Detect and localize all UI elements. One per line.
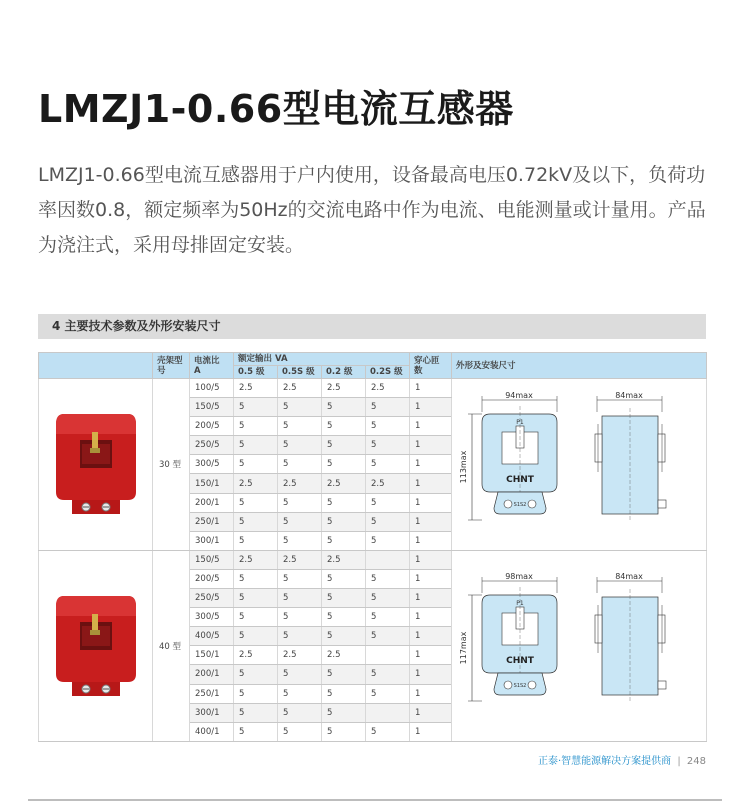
- class-0-5-cell: 5: [234, 722, 278, 741]
- turns-cell: 1: [410, 608, 452, 627]
- class-0-2s-cell: 2.5: [366, 474, 410, 493]
- class-0-5s-cell: 5: [278, 512, 322, 531]
- ratio-cell: 150/5: [190, 398, 234, 417]
- class-0-5s-cell: 5: [278, 722, 322, 741]
- class-0-5-cell: 5: [234, 569, 278, 588]
- class-0-2-cell: 5: [322, 531, 366, 550]
- class-0-5-cell: 5: [234, 398, 278, 417]
- ratio-cell: 100/5: [190, 379, 234, 398]
- ratio-cell: 250/5: [190, 589, 234, 608]
- terminal-label: S1S2: [513, 501, 527, 508]
- footer: [538, 752, 706, 767]
- ratio-cell: 200/5: [190, 569, 234, 588]
- class-0-5-cell: 5: [234, 417, 278, 436]
- ratio-cell: 150/5: [190, 550, 234, 569]
- class-0-5s-cell: 5: [278, 703, 322, 722]
- class-0-5-cell: 5: [234, 684, 278, 703]
- ratio-cell: 300/1: [190, 531, 234, 550]
- type40-model-cell: 40 型: [153, 550, 190, 741]
- turns-cell: 1: [410, 646, 452, 665]
- turns-cell: 1: [410, 703, 452, 722]
- class-0-5-cell: 5: [234, 665, 278, 684]
- page-title: LMZJ1-0.66型电流互感器: [38, 87, 514, 131]
- class-0-2-cell: 5: [322, 455, 366, 474]
- ratio-cell: 300/5: [190, 455, 234, 474]
- ratio-cell: 200/5: [190, 417, 234, 436]
- turns-cell: 1: [410, 684, 452, 703]
- class-0-5-cell: 2.5: [234, 474, 278, 493]
- footer-brand: 正泰·智慧能源解决方案提供商: [537, 756, 672, 767]
- class-0-2s-cell: 5: [366, 684, 410, 703]
- header-model: 壳架型号: [153, 353, 190, 379]
- class-0-2s-cell: 5: [366, 608, 410, 627]
- class-0-2s-cell: 5: [366, 512, 410, 531]
- class-0-5-cell: 2.5: [234, 550, 278, 569]
- class-0-2s-cell: 5: [366, 455, 410, 474]
- class-0-5s-cell: 2.5: [278, 646, 322, 665]
- turns-cell: 1: [410, 379, 452, 398]
- turns-cell: 1: [410, 474, 452, 493]
- turns-cell: 1: [410, 550, 452, 569]
- brand-mark: CHNT: [506, 474, 534, 485]
- type40-product-photo: [46, 586, 146, 706]
- height-dimension: 113max: [459, 450, 469, 484]
- p1-label: P1: [516, 418, 524, 426]
- class-0-2-cell: 5: [322, 684, 366, 703]
- ratio-cell: 250/1: [190, 512, 234, 531]
- class-0-2-cell: 5: [322, 569, 366, 588]
- class-0-5s-cell: 5: [278, 608, 322, 627]
- class-0-2-cell: 5: [322, 627, 366, 646]
- class-0-2-cell: 5: [322, 665, 366, 684]
- class-0-5-cell: 5: [234, 703, 278, 722]
- type30-product-photo: [46, 404, 146, 524]
- class-0-2s-cell: 5: [366, 627, 410, 646]
- class-0-2s-cell: 5: [366, 417, 410, 436]
- ratio-cell: 250/5: [190, 436, 234, 455]
- turns-cell: 1: [410, 589, 452, 608]
- class-0-2s-cell: 5: [366, 531, 410, 550]
- class-0-2s-cell: [366, 646, 410, 665]
- class-0-2s-cell: 2.5: [366, 379, 410, 398]
- header-turns: 穿心匝数: [410, 353, 452, 379]
- ratio-cell: 200/1: [190, 665, 234, 684]
- turns-cell: 1: [410, 722, 452, 741]
- section-title: 4 主要技术参数及外形安装尺寸: [38, 314, 706, 339]
- footer-divider: [28, 799, 722, 801]
- turns-cell: 1: [410, 627, 452, 646]
- header-rated-output: 额定输出 VA: [234, 353, 410, 366]
- page-number: 248: [686, 756, 706, 767]
- class-0-5s-cell: 5: [278, 493, 322, 512]
- turns-cell: 1: [410, 493, 452, 512]
- class-0-5-cell: 5: [234, 436, 278, 455]
- class-0-2-cell: 2.5: [322, 550, 366, 569]
- class-0-5s-cell: 5: [278, 569, 322, 588]
- class-0-2s-cell: 5: [366, 722, 410, 741]
- width-dimension: 98max: [505, 572, 533, 582]
- class-0-5s-cell: 5: [278, 684, 322, 703]
- type40-drawing-cell: [452, 550, 707, 741]
- header-class: 0.5S 级: [278, 366, 322, 379]
- class-0-5s-cell: 2.5: [278, 550, 322, 569]
- ratio-cell: 150/1: [190, 646, 234, 665]
- header-ratio: 电流比 A: [190, 353, 234, 379]
- class-0-2s-cell: 5: [366, 589, 410, 608]
- header-class: 0.2S 级: [366, 366, 410, 379]
- class-0-2-cell: 2.5: [322, 646, 366, 665]
- class-0-2s-cell: [366, 703, 410, 722]
- header-dimensions: 外形及安装尺寸: [452, 353, 707, 379]
- class-0-2-cell: 5: [322, 722, 366, 741]
- type30-photo-cell: [39, 379, 153, 551]
- turns-cell: 1: [410, 417, 452, 436]
- height-dimension: 117max: [459, 631, 469, 665]
- class-0-5s-cell: 5: [278, 436, 322, 455]
- ratio-cell: 300/5: [190, 608, 234, 627]
- turns-cell: 1: [410, 531, 452, 550]
- class-0-2-cell: 5: [322, 512, 366, 531]
- type30-drawing-cell: [452, 379, 707, 551]
- width-dimension: 94max: [505, 390, 533, 400]
- class-0-5-cell: 2.5: [234, 646, 278, 665]
- class-0-5s-cell: 2.5: [278, 474, 322, 493]
- class-0-5s-cell: 5: [278, 627, 322, 646]
- ratio-cell: 150/1: [190, 474, 234, 493]
- class-0-2-cell: 2.5: [322, 474, 366, 493]
- type40-dimension-drawing: [452, 569, 687, 719]
- class-0-2-cell: 5: [322, 589, 366, 608]
- table-body: [39, 379, 707, 742]
- header-class: 0.5 级: [234, 366, 278, 379]
- depth-dimension: 84max: [615, 572, 643, 582]
- turns-cell: 1: [410, 512, 452, 531]
- brand-mark: CHNT: [506, 656, 534, 667]
- terminal-label: S1S2: [513, 683, 527, 690]
- class-0-5-cell: 5: [234, 608, 278, 627]
- ratio-cell: 400/1: [190, 722, 234, 741]
- class-0-5s-cell: 5: [278, 531, 322, 550]
- class-0-5s-cell: 5: [278, 455, 322, 474]
- class-0-2s-cell: [366, 550, 410, 569]
- class-0-5-cell: 5: [234, 493, 278, 512]
- class-0-2-cell: 2.5: [322, 379, 366, 398]
- class-0-2-cell: 5: [322, 398, 366, 417]
- class-0-2-cell: 5: [322, 703, 366, 722]
- class-0-5-cell: 5: [234, 531, 278, 550]
- class-0-2-cell: 5: [322, 436, 366, 455]
- p1-label: P1: [516, 600, 524, 608]
- turns-cell: 1: [410, 436, 452, 455]
- spec-table: [38, 352, 707, 742]
- ratio-cell: 200/1: [190, 493, 234, 512]
- ratio-cell: 300/1: [190, 703, 234, 722]
- class-0-2s-cell: 5: [366, 398, 410, 417]
- class-0-5s-cell: 5: [278, 589, 322, 608]
- depth-dimension: 84max: [615, 390, 643, 400]
- class-0-2-cell: 5: [322, 608, 366, 627]
- class-0-2s-cell: 5: [366, 665, 410, 684]
- turns-cell: 1: [410, 398, 452, 417]
- class-0-5s-cell: 5: [278, 665, 322, 684]
- class-0-2-cell: 5: [322, 417, 366, 436]
- ratio-cell: 250/1: [190, 684, 234, 703]
- class-0-5-cell: 5: [234, 627, 278, 646]
- class-0-2-cell: 5: [322, 493, 366, 512]
- class-0-5-cell: 2.5: [234, 379, 278, 398]
- header-blank: [39, 353, 153, 379]
- class-0-2s-cell: 5: [366, 569, 410, 588]
- class-0-5-cell: 5: [234, 455, 278, 474]
- class-0-5-cell: 5: [234, 512, 278, 531]
- turns-cell: 1: [410, 455, 452, 474]
- footer-separator: |: [677, 756, 681, 767]
- turns-cell: 1: [410, 569, 452, 588]
- type30-dimension-drawing: [452, 388, 687, 538]
- product-description: LMZJ1-0.66型电流互感器用于户内使用，设备最高电压0.72kV及以下，负荷功率因数0.8，额定频率为50Hz的交流电路中作为电流、电能测量或计量用。产品为浇注式，采用母排固定安装。: [38, 164, 706, 256]
- table-header-row-1: [39, 353, 707, 366]
- ratio-cell: 400/5: [190, 627, 234, 646]
- type40-photo-cell: [39, 550, 153, 741]
- table-row: [39, 550, 707, 569]
- turns-cell: 1: [410, 665, 452, 684]
- class-0-5-cell: 5: [234, 589, 278, 608]
- class-0-2s-cell: 5: [366, 493, 410, 512]
- type30-model-cell: 30 型: [153, 379, 190, 551]
- header-class: 0.2 级: [322, 366, 366, 379]
- class-0-5s-cell: 2.5: [278, 379, 322, 398]
- class-0-5s-cell: 5: [278, 417, 322, 436]
- class-0-5s-cell: 5: [278, 398, 322, 417]
- class-0-2s-cell: 5: [366, 436, 410, 455]
- table-row: [39, 379, 707, 398]
